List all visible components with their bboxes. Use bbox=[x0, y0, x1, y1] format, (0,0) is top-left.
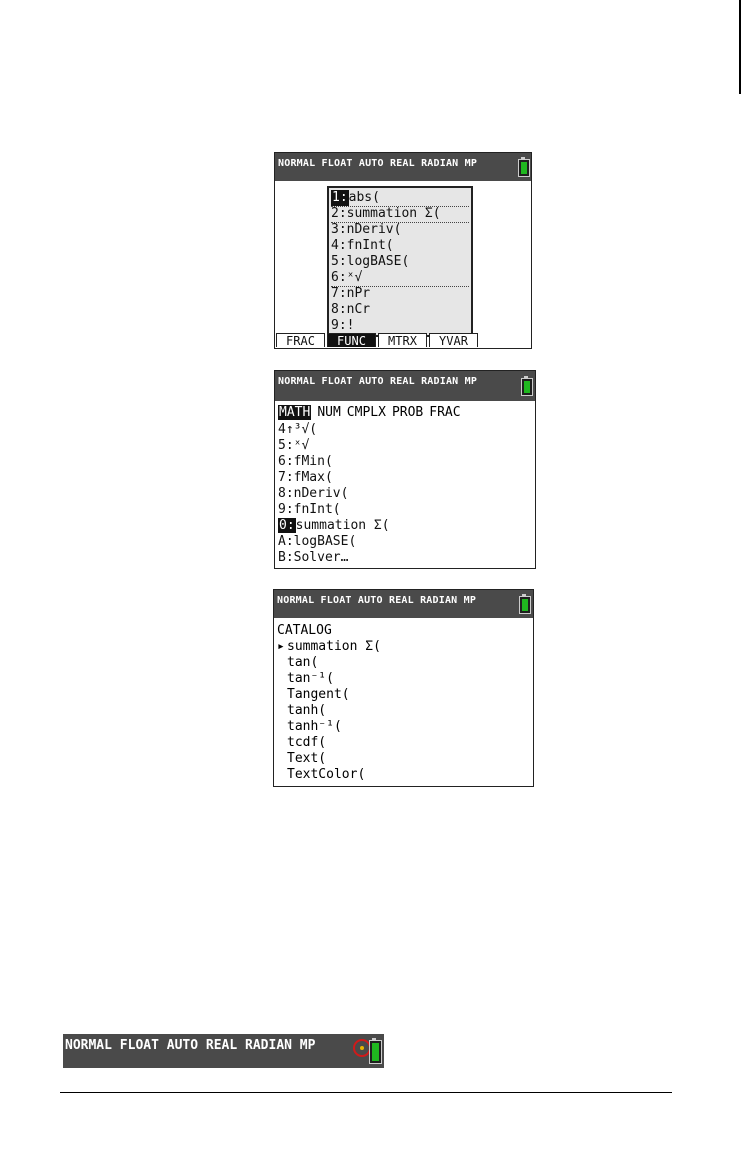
menu-item[interactable]: 8:nCr bbox=[331, 302, 371, 317]
menu-item[interactable]: 6:ˣ√ bbox=[331, 270, 363, 285]
menu-item[interactable]: 0:summation Σ( bbox=[279, 518, 390, 533]
mode-text: NORMAL FLOAT AUTO REAL RADIAN MP bbox=[277, 595, 477, 606]
catalog-item[interactable]: tanh( bbox=[287, 703, 327, 718]
battery-icon bbox=[521, 378, 533, 396]
softkey-yvar[interactable]: YVAR bbox=[429, 333, 478, 347]
menu-item[interactable]: 8:nDeriv( bbox=[278, 486, 349, 501]
menu-item[interactable]: A:logBASE( bbox=[278, 534, 357, 549]
softkey-frac[interactable]: FRAC bbox=[276, 333, 325, 347]
menu-item[interactable]: 4:fnInt( bbox=[331, 238, 394, 253]
menu-item[interactable]: 9:fnInt( bbox=[278, 502, 341, 517]
tab-num[interactable]: NUM bbox=[317, 405, 341, 420]
mode-text: NORMAL FLOAT AUTO REAL RADIAN MP bbox=[278, 376, 478, 387]
battery-icon bbox=[519, 596, 531, 614]
status-bar bbox=[274, 590, 533, 618]
func-popup-menu bbox=[327, 186, 473, 337]
catalog-item[interactable]: ▸ summation Σ( bbox=[277, 639, 381, 654]
menu-item[interactable]: 9:! bbox=[331, 318, 355, 333]
catalog-item[interactable]: Tangent( bbox=[287, 687, 350, 702]
tab-cmplx[interactable]: CMPLX bbox=[346, 405, 386, 420]
battery-icon bbox=[369, 1040, 382, 1064]
menu-item[interactable]: 1:abs( bbox=[332, 190, 380, 205]
menu-item[interactable]: 7:nPr bbox=[331, 286, 371, 301]
tab-frac[interactable]: FRAC bbox=[429, 405, 461, 420]
menu-item[interactable]: 2:summation Σ( bbox=[331, 206, 441, 221]
catalog-item[interactable]: tanh⁻¹( bbox=[287, 719, 342, 734]
calculator-screen-catalog bbox=[273, 589, 534, 787]
status-bar bbox=[275, 371, 535, 401]
mode-text: NORMAL FLOAT AUTO REAL RADIAN MP bbox=[65, 1038, 316, 1053]
catalog-item[interactable]: Text( bbox=[287, 751, 327, 766]
softkey-bar bbox=[275, 333, 531, 348]
menu-item[interactable]: 7:fMax( bbox=[278, 470, 333, 485]
mode-text: NORMAL FLOAT AUTO REAL RADIAN MP bbox=[278, 158, 478, 169]
calculator-screen-func-menu bbox=[274, 152, 532, 349]
menu-tabs bbox=[278, 405, 467, 420]
pointer-icon: ▸ bbox=[277, 639, 285, 654]
status-bar-enlarged bbox=[63, 1034, 384, 1068]
catalog-title: CATALOG bbox=[277, 623, 332, 638]
status-bar bbox=[275, 153, 531, 181]
menu-item[interactable]: 6:fMin( bbox=[278, 454, 333, 469]
menu-item[interactable]: 5:ˣ√ bbox=[278, 438, 310, 453]
catalog-item[interactable]: TextColor( bbox=[287, 767, 366, 782]
catalog-item[interactable]: tan( bbox=[287, 655, 319, 670]
softkey-mtrx[interactable]: MTRX bbox=[378, 333, 427, 347]
menu-item[interactable]: 3:nDeriv( bbox=[331, 222, 402, 237]
catalog-item[interactable]: tan⁻¹( bbox=[287, 671, 334, 686]
catalog-item[interactable]: tcdf( bbox=[287, 735, 327, 750]
footer-rule bbox=[60, 1092, 672, 1093]
softkey-func[interactable]: FUNC bbox=[327, 333, 376, 347]
calculator-screen-math-menu bbox=[274, 370, 536, 569]
menu-item[interactable]: B:Solver… bbox=[278, 550, 349, 565]
tab-math[interactable]: MATH bbox=[279, 405, 311, 420]
tab-prob[interactable]: PROB bbox=[391, 405, 424, 420]
battery-icon bbox=[518, 159, 530, 177]
page-edge-rule bbox=[739, 0, 741, 94]
menu-item[interactable]: 5:logBASE( bbox=[331, 254, 410, 269]
menu-item[interactable]: 4↑³√( bbox=[278, 422, 318, 437]
